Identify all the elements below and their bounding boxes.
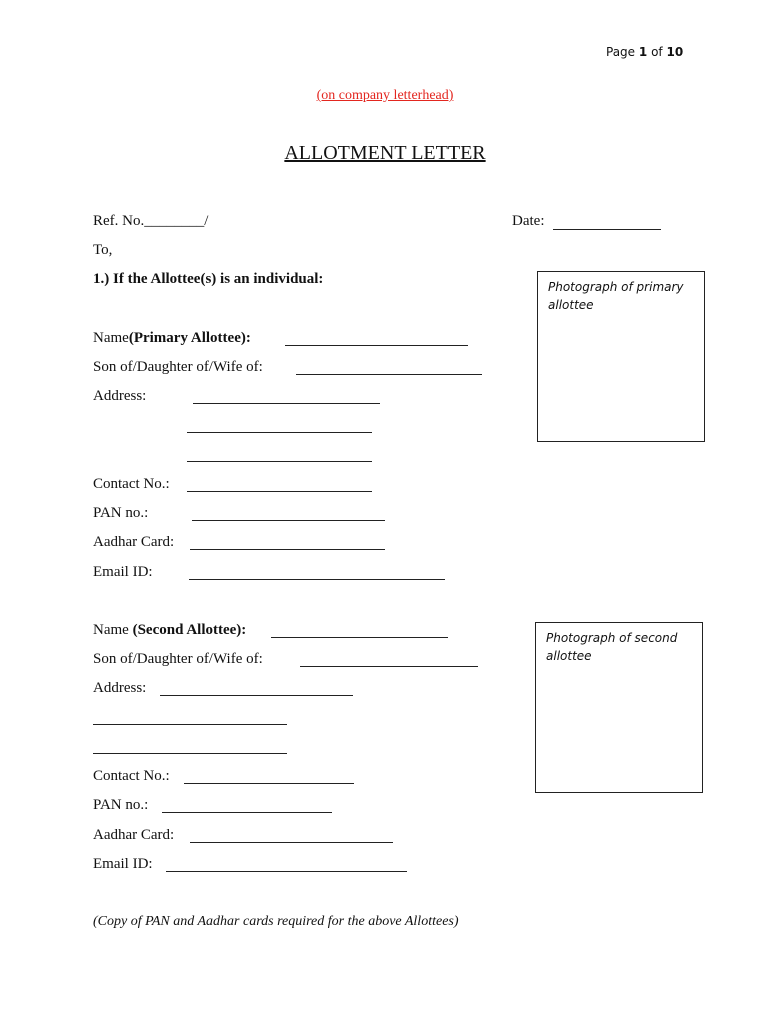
primary-address-field-1[interactable]: [193, 403, 380, 404]
second-contact-field[interactable]: [184, 783, 354, 784]
page-total: 10: [666, 45, 684, 59]
second-address-field-3[interactable]: [93, 753, 287, 754]
second-pan-label: PAN no.:: [93, 797, 149, 813]
section-heading: 1.) If the Allottee(s) is an individual:: [93, 271, 324, 287]
primary-address-label: Address:: [93, 388, 147, 404]
document-title: ALLOTMENT LETTER: [284, 142, 486, 164]
footer-note: (Copy of PAN and Aadhar cards required for the above Allottees): [93, 914, 459, 929]
primary-name-field[interactable]: [285, 345, 468, 346]
page-current: 1: [638, 45, 648, 59]
second-address-field-1[interactable]: [160, 695, 353, 696]
primary-name-bold: (Primary Allottee):: [128, 330, 251, 346]
second-email-label: Email ID:: [93, 856, 153, 872]
letterhead-note: (on company letterhead): [316, 88, 454, 103]
page-of: of: [651, 45, 663, 59]
primary-pan-field[interactable]: [192, 520, 385, 521]
second-name-field[interactable]: [271, 637, 448, 638]
ref-number-label: Ref. No.________/: [93, 213, 209, 229]
second-contact-label: Contact No.:: [93, 768, 170, 784]
primary-pan-label: PAN no.:: [93, 505, 149, 521]
primary-aadhar-label: Aadhar Card:: [93, 534, 175, 550]
page-number: [606, 45, 683, 59]
second-address-field-2[interactable]: [93, 724, 287, 725]
second-name-bold: (Second Allottee):: [132, 622, 247, 638]
date-field-line[interactable]: [553, 229, 661, 230]
primary-name-prefix: Name: [93, 330, 129, 346]
second-relation-label: Son of/Daughter of/Wife of:: [93, 651, 263, 667]
primary-contact-label: Contact No.:: [93, 476, 170, 492]
second-pan-field[interactable]: [162, 812, 332, 813]
primary-name-label: [93, 330, 251, 347]
page-prefix: Page: [606, 45, 636, 59]
second-name-prefix: Name: [93, 622, 129, 638]
primary-address-field-3[interactable]: [187, 461, 372, 462]
date-label: Date:: [512, 213, 545, 229]
primary-contact-field[interactable]: [187, 491, 372, 492]
primary-photo-label: Photograph of primary allottee: [548, 280, 684, 312]
primary-aadhar-field[interactable]: [190, 549, 385, 550]
primary-photo-box[interactable]: [537, 271, 705, 442]
primary-email-label: Email ID:: [93, 564, 153, 580]
second-relation-field[interactable]: [300, 666, 478, 667]
to-label: To,: [93, 242, 113, 258]
second-aadhar-field[interactable]: [190, 842, 393, 843]
second-aadhar-label: Aadhar Card:: [93, 827, 175, 843]
second-address-label: Address:: [93, 680, 147, 696]
primary-address-field-2[interactable]: [187, 432, 372, 433]
second-photo-label: Photograph of second allottee: [546, 631, 678, 663]
second-email-field[interactable]: [166, 871, 407, 872]
second-photo-box[interactable]: [535, 622, 703, 793]
primary-email-field[interactable]: [189, 579, 445, 580]
second-name-label: [93, 622, 246, 639]
primary-relation-field[interactable]: [296, 374, 482, 375]
primary-relation-label: Son of/Daughter of/Wife of:: [93, 359, 263, 375]
